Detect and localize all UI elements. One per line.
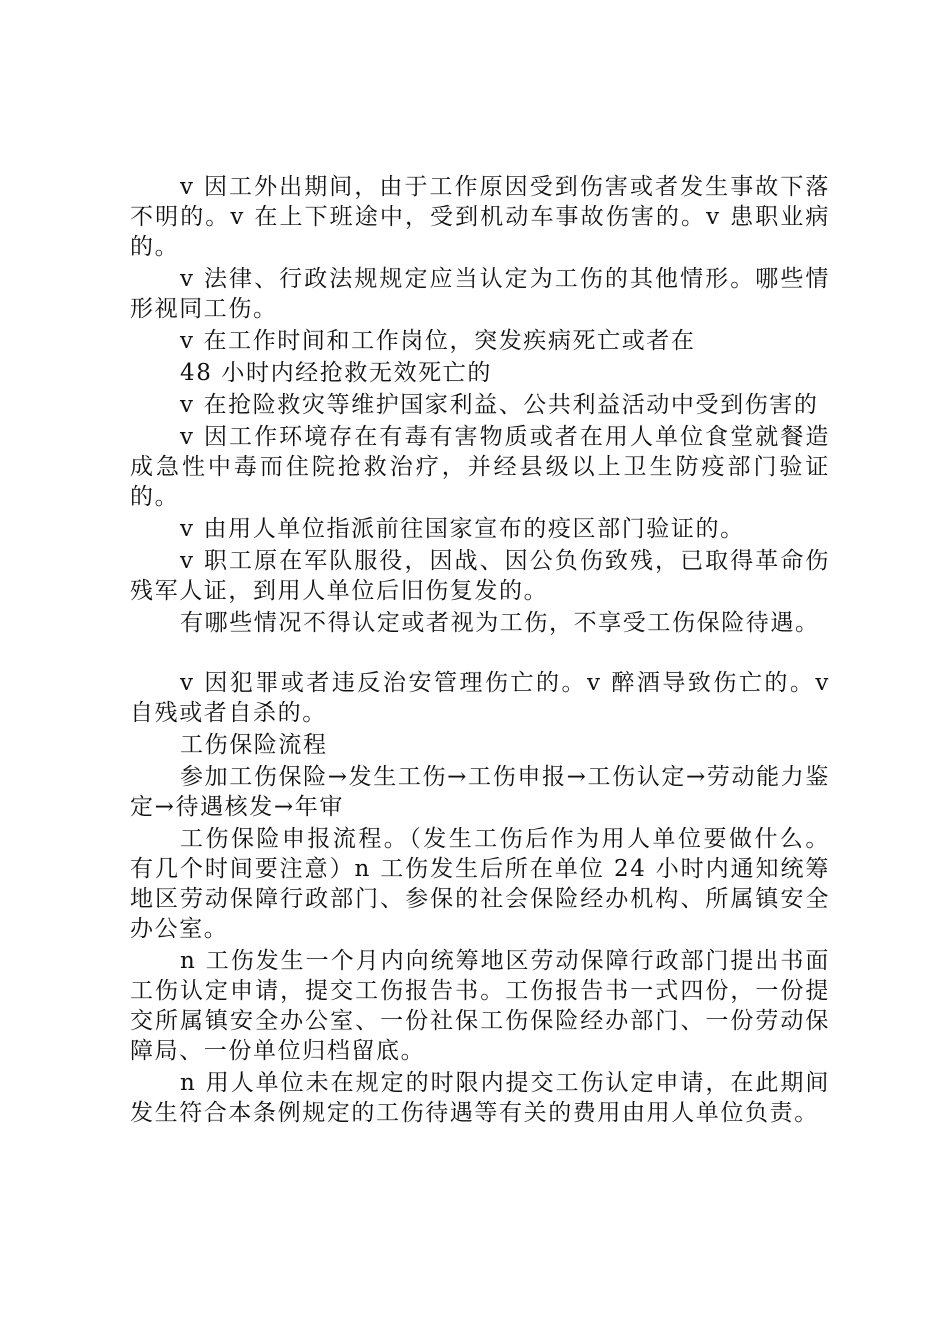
paragraph-epidemic-area: v 由用人单位指派前往国家宣布的疫区部门验证的。 — [180, 516, 745, 542]
paragraph-old-military-injury: v 职工原在军队服役，因战、因公负伤致残，已取得革命伤残军人证，到用人单位后旧伤复发的。 — [130, 548, 830, 604]
section-heading-insurance-process: 工伤保险流程 — [180, 732, 328, 758]
document-body — [130, 172, 830, 1130]
paragraph-reporting-process: 工伤保险申报流程。（发生工伤后作为用人单位要做什么。有几个时间要注意）n 工伤发生后所在单位 24 小时内通知统筹地区劳动保障行政部门、参保的社会保险经办机构、所属镇安全办公室。 — [130, 826, 830, 942]
paragraph-process-steps: 参加工伤保险→发生工伤→工伤申报→工伤认定→劳动能力鉴定→待遇核发→年审 — [130, 764, 830, 820]
paragraph-not-recognized-heading: 有哪些情况不得认定或者视为工伤，不享受工伤保险待遇。 — [180, 610, 820, 636]
paragraph-employer-late-filing: n 用人单位未在规定的时限内提交工伤认定申请，在此期间发生符合本条例规定的工伤待遇等有关的费用由用人单位负责。 — [130, 1070, 830, 1126]
paragraph-missing-during-business-trip: v 因工外出期间，由于工作原因受到伤害或者发生事故下落不明的。v 在上下班途中，受到机动车事故伤害的。v 患职业病的。 — [130, 174, 830, 260]
paragraph-rescue-disaster-injury: v 在抢险救灾等维护国家利益、公共利益活动中受到伤害的 — [180, 392, 819, 418]
paragraph-acute-poisoning: v 因工作环境存在有毒有害物质或者在用人单位食堂就餐造成急性中毒而住院抢救治疗，并经县级以上卫生防疫部门验证的。 — [130, 424, 830, 510]
paragraph-48-hours: 48 小时内经抢救无效死亡的 — [180, 360, 492, 386]
paragraph-other-legal-cases: v 法律、行政法规规定应当认定为工伤的其他情形。哪些情形视同工伤。 — [130, 266, 830, 322]
paragraph-exclusions: v 因犯罪或者违反治安管理伤亡的。v 醉酒导致伤亡的。v 自残或者自杀的。 — [130, 670, 830, 726]
paragraph-one-month-application: n 工伤发生一个月内向统筹地区劳动保障行政部门提出书面工伤认定申请，提交工伤报告书。工伤报告书一式四份，一份提交所属镇安全办公室、一份社保工伤保险经办部门、一份劳动保障局、一份单位归档留底。 — [130, 948, 830, 1064]
paragraph-sudden-illness-death: v 在工作时间和工作岗位，突发疾病死亡或者在 — [180, 328, 696, 354]
